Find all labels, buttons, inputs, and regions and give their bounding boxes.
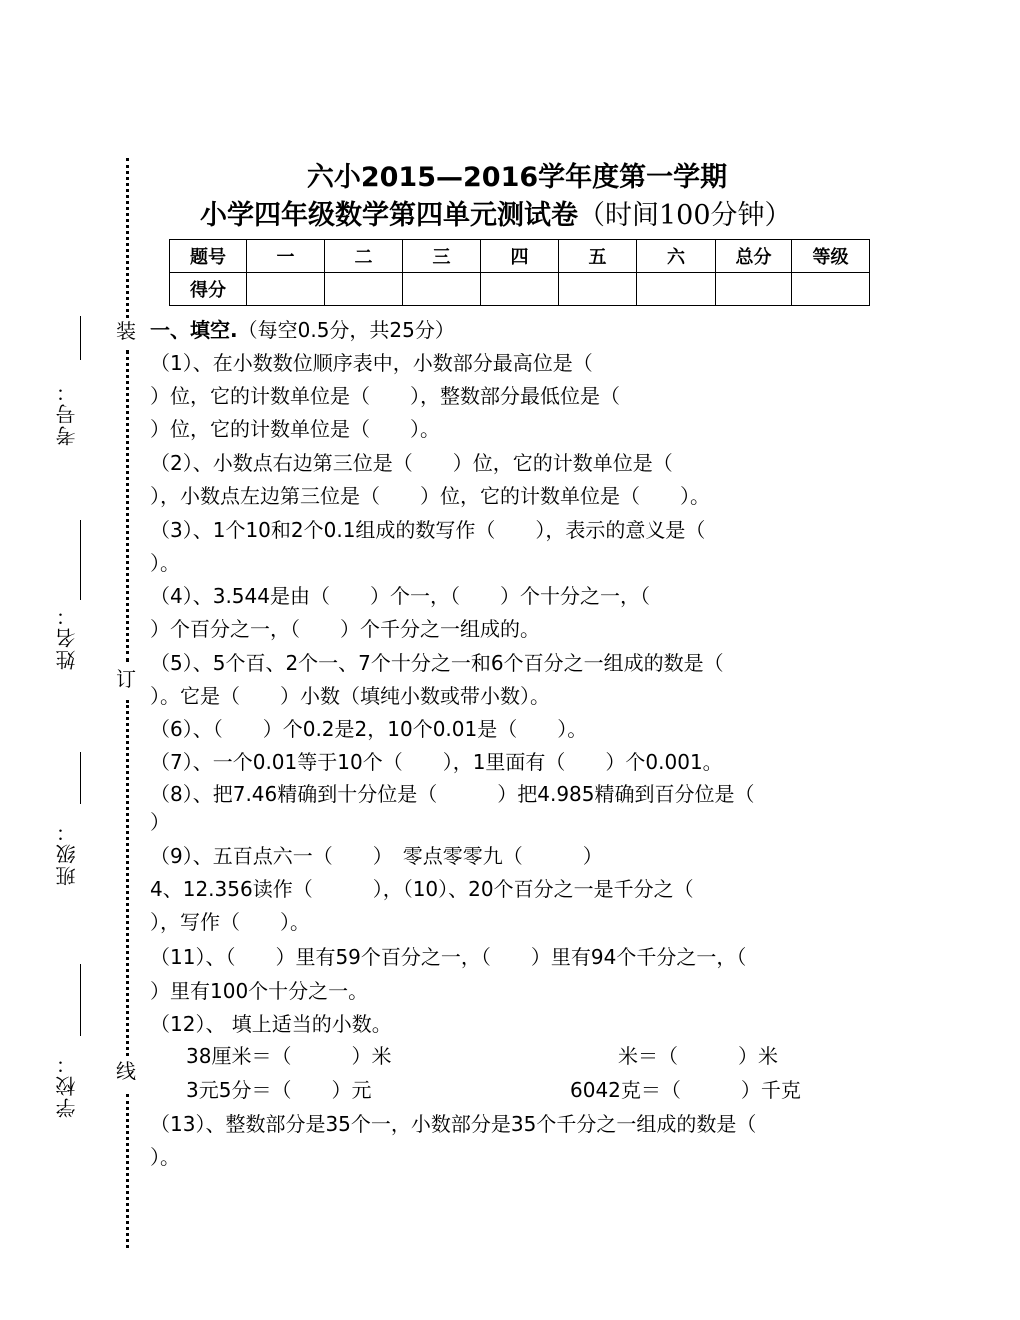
score-table [169,239,870,306]
question-line: ）位，它的计数单位是（ ）。 [150,417,440,441]
question-line: ）。 [150,1145,180,1169]
question-line: ）。它是（ ）小数（填纯小数或带小数）。 [150,684,550,708]
class-blank-line [80,752,81,804]
question-line: （3）、1个10和2个0.1组成的数写作（ ），表示的意义是（ [150,518,706,542]
score-header-cell: 题号 [170,240,247,273]
name-label: 姓名： [55,604,79,670]
question-line: （8）、把7.46精确到十分位是（ ）把4.985精确到百分位是（ [150,782,755,806]
score-header-cell: 三 [403,240,481,273]
binding-dotted-line-middle [126,350,129,662]
question-line: ）位，它的计数单位是（ ），整数部分最低位是（ [150,384,620,408]
score-input-cell[interactable] [247,273,325,306]
question-line: （7）、一个0.01等于10个（ ），1里面有（ ）个0.001。 [150,750,723,774]
score-header-cell: 一 [247,240,325,273]
score-input-cell[interactable] [481,273,559,306]
question-line: ）。 [150,551,180,575]
conversion-item: 米＝（ ）米 [618,1044,778,1068]
question-line: ）里有100个十分之一。 [150,979,369,1003]
question-line: 4、12.356读作（ ），（10）、20个百分之一是千分之（ [150,877,694,901]
question-line: （6）、（ ）个0.2是2，10个0.01是（ ）。 [150,717,588,741]
question-line: （2）、小数点右边第三位是（ ）位，它的计数单位是（ [150,451,673,475]
score-input-cell[interactable] [792,273,870,306]
school-label: 学校： [55,1052,79,1118]
score-header-cell: 四 [481,240,559,273]
binding-dotted-line-bottom [126,1094,129,1248]
binding-dotted-line-lower [126,700,129,1056]
score-input-cell[interactable] [716,273,792,306]
score-header-cell: 等级 [792,240,870,273]
question-line: ） [150,810,170,834]
question-line: （9）、五百点六一（ ） 零点零零九（ ） [150,844,603,868]
subtitle-time: （时间100分钟） [578,200,792,231]
score-header-cell: 总分 [716,240,792,273]
binding-char-ding: 订 [116,667,136,691]
question-line: （4）、3.544是由（ ）个一，（ ）个十分之一，（ [150,584,650,608]
score-input-cell[interactable] [403,273,481,306]
section-heading [150,317,455,343]
score-row-label: 得分 [170,273,247,306]
score-header-cell: 五 [559,240,637,273]
name-blank-line [80,520,81,600]
score-input-cell[interactable] [637,273,716,306]
question-line: ）个百分之一，（ ）个千分之一组成的。 [150,617,540,641]
question-line: ），小数点左边第三位是（ ）位，它的计数单位是（ ）。 [150,484,710,508]
score-input-cell[interactable] [325,273,403,306]
conversion-item: 6042克＝（ ）千克 [570,1078,801,1102]
class-label: 班级： [55,820,79,886]
question-line: ），写作（ ）。 [150,910,310,934]
question-line: （12）、 填上适当的小数。 [150,1012,392,1036]
score-header-cell: 六 [637,240,716,273]
subtitle-main: 小学四年级数学第四单元测试卷 [200,200,578,231]
binding-char-zhuang: 装 [116,319,136,343]
question-line: （1）、在小数数位顺序表中，小数部分最高位是（ [150,351,593,375]
exam-number-blank-line [80,316,81,360]
section-heading-note: （每空0.5分，共25分） [237,318,455,342]
score-table-header-row [170,240,870,273]
conversion-item: 38厘米＝（ ）米 [186,1044,392,1068]
question-line: （5）、5个百、2个一、7个十分之一和6个百分之一组成的数是（ [150,651,724,675]
question-line: （13）、整数部分是35个一，小数部分是35个千分之一组成的数是（ [150,1112,757,1136]
page-title: 六小2015—2016学年度第一学期 [306,162,728,193]
school-blank-line [80,964,81,1036]
score-input-cell[interactable] [559,273,637,306]
page-subtitle [200,196,900,236]
conversion-item: 3元5分＝（ ）元 [186,1078,372,1102]
question-line: （11）、（ ）里有59个百分之一，（ ）里有94个千分之一，（ [150,945,747,969]
binding-char-xian: 线 [116,1059,136,1083]
score-header-cell: 二 [325,240,403,273]
score-table-score-row [170,273,870,306]
section-heading-title: 一、填空. [150,318,238,342]
exam-number-label: 考号： [55,380,79,446]
